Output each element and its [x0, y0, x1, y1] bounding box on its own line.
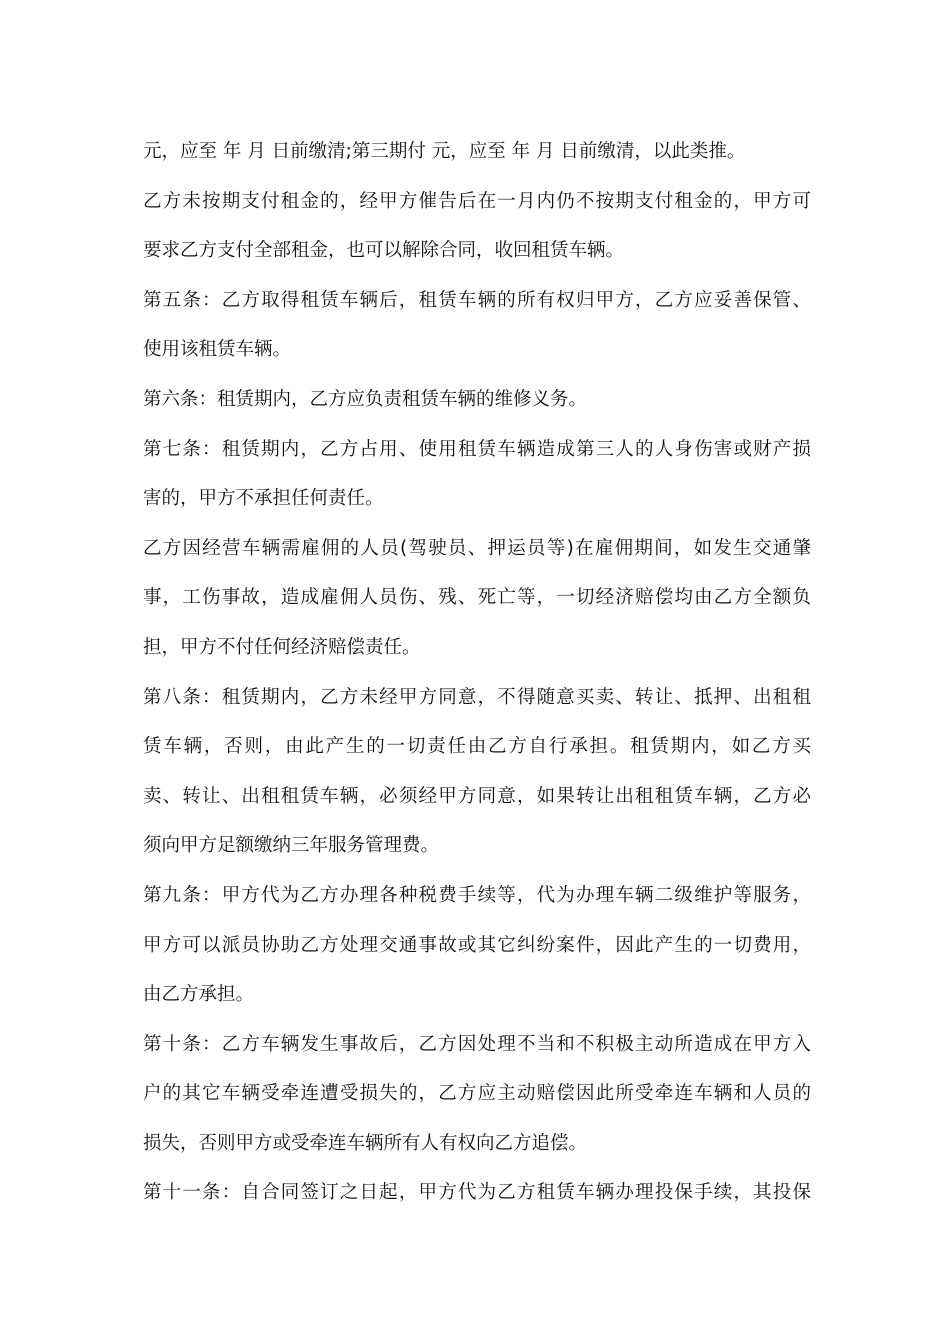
- text-line: 第六条：租赁期内，乙方应负责租赁车辆的维修义务。: [143, 388, 588, 410]
- document-body: [143, 127, 811, 1218]
- text-line: 乙方未按期支付租金的，经甲方催告后在一月内仍不按期支付租金的，甲方可: [143, 190, 811, 212]
- text-line: 害的，甲方不承担任何责任。: [143, 488, 384, 510]
- text-line: 第八条：租赁期内，乙方未经甲方同意，不得随意买卖、转让、抵押、出租租: [143, 686, 811, 708]
- text-line: 损失，否则甲方或受牵连车辆所有人有权向乙方追偿。: [143, 1132, 588, 1154]
- text-line: 户的其它车辆受牵连遭受损失的，乙方应主动赔偿因此所受牵连车辆和人员的: [143, 1083, 811, 1105]
- text-line: 第十一条：自合同签订之日起，甲方代为乙方租赁车辆办理投保手续，其投保: [143, 1182, 811, 1204]
- text-line: 第九条：甲方代为乙方办理各种税费手续等，代为办理车辆二级维护等服务，: [143, 884, 811, 906]
- text-line: 担，甲方不付任何经济赔偿责任。: [143, 636, 421, 658]
- text-line: 乙方因经营车辆需雇佣的人员(驾驶员、押运员等)在雇佣期间，如发生交通肇: [143, 537, 811, 559]
- text-line: 事，工伤事故，造成雇佣人员伤、残、死亡等，一切经济赔偿均由乙方全额负: [143, 587, 811, 609]
- text-line: 由乙方承担。: [143, 984, 255, 1006]
- text-line: 甲方可以派员协助乙方处理交通事故或其它纠纷案件，因此产生的一切费用，: [143, 934, 811, 956]
- text-line: 第七条：租赁期内，乙方占用、使用租赁车辆造成第三人的人身伤害或财产损: [143, 438, 811, 460]
- text-line: 赁车辆，否则，由此产生的一切责任由乙方自行承担。租赁期内，如乙方买: [143, 736, 811, 758]
- text-line: 须向甲方足额缴纳三年服务管理费。: [143, 835, 440, 857]
- text-line: 使用该租赁车辆。: [143, 339, 292, 361]
- text-line: 第十条：乙方车辆发生事故后，乙方因处理不当和不积极主动所造成在甲方入: [143, 1033, 811, 1055]
- text-line: 第五条：乙方取得租赁车辆后，租赁车辆的所有权归甲方，乙方应妥善保管、: [143, 289, 811, 311]
- text-line: 元，应至 年 月 日前缴清;第三期付 元，应至 年 月 日前缴清，以此类推。: [143, 141, 746, 162]
- text-line: 卖、转让、出租租赁车辆，必须经甲方同意，如果转让出租租赁车辆，乙方必: [143, 785, 811, 807]
- text-line: 要求乙方支付全部租金，也可以解除合同，收回租赁车辆。: [143, 240, 625, 262]
